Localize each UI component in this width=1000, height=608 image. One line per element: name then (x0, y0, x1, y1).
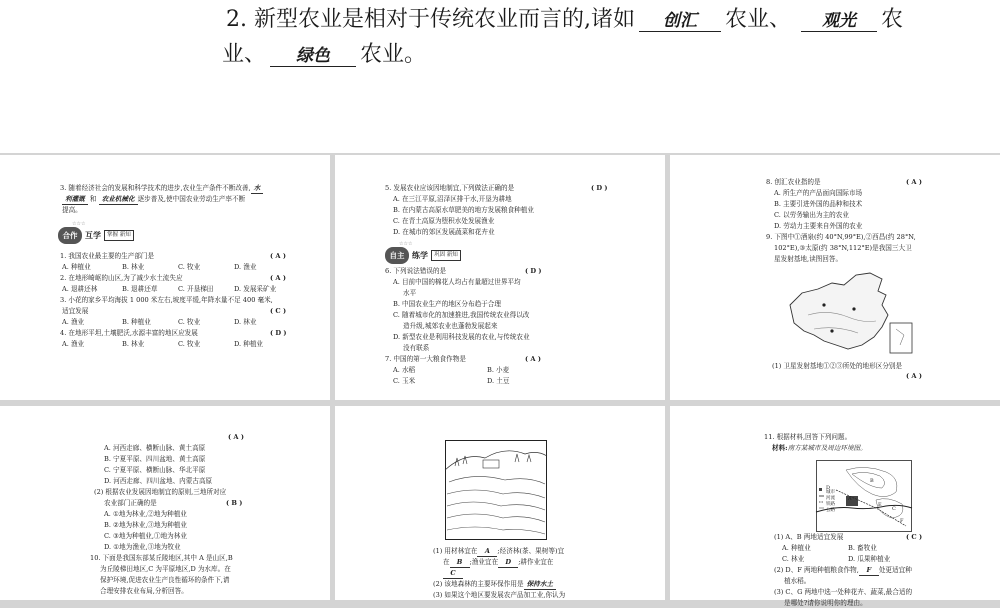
blank-answer-1: 创汇 (639, 6, 721, 32)
q4-answer: ( D ) (270, 329, 287, 337)
q3-text: 3. 随着经济社会的发展和科学技术的进步,农业生产条件不断改善, (60, 184, 251, 192)
q6-option-c: C. 随着城市化的加速推进,我国传统农业得以改 (393, 311, 530, 319)
q11-material (772, 443, 867, 453)
q9-text-1: 9. 下图中①酒泉(约 40°N,99°E),②西昌(约 28°N, (766, 233, 916, 241)
q9-sub1-text: (1) 卫星发射基地①②③所处的地形区分别是 (772, 362, 903, 370)
q2-answer: ( A ) (270, 274, 286, 282)
map-label-b: B (870, 478, 874, 484)
map-label-e: E (878, 502, 882, 508)
q3-text-b: 逐步普及,使中国农业劳动生产率不断 (137, 195, 246, 203)
q10-sub3-text: (3) 如果这个地区要发展农产品加工业,你认为 (433, 591, 566, 599)
q7-option-a: A. 水稻 (393, 366, 416, 374)
question-2-text-b: 农业、 (724, 7, 791, 32)
q7-option-c: C. 玉米 (393, 377, 416, 385)
q11-material-text: 南方某城市及周边环境图。 (787, 444, 867, 452)
q10-sub1-line-1 (433, 546, 564, 557)
q3b-text-2: 适宜发展 (62, 307, 89, 315)
q1-text: 1. 我国农业最主要的生产部门是 (60, 252, 155, 260)
q4-option-a: A. 渔业 (62, 340, 85, 348)
workbook-page-4 (0, 406, 330, 600)
q11-sub2-text-c: 植水稻。 (784, 577, 811, 585)
q9-sub2-option-a: A. ①地为林业,②地为种植业 (104, 510, 187, 518)
q3-answer-part-2: 利灌溉 (62, 194, 88, 205)
badge-circle: 合作 (58, 227, 82, 244)
q9-text-2: 102°E),③太原(约 38°N,112°E)是我国三大卫 (774, 244, 912, 252)
question-2-line-2 (222, 37, 426, 68)
q8-option-d: D. 劳动力主要来自外国的农业 (774, 222, 863, 230)
question-2-text-c: 农 (881, 7, 904, 32)
q11-sub2-line (774, 565, 912, 576)
q11-text: 11. 根据材料,回答下列问题。 (764, 433, 852, 441)
q5-option-a: A. 在三江平原,沼泽区排干水,开垦为耕地 (393, 195, 512, 203)
q9-sub2-option-b: B. ②地为林业,③地为种植业 (104, 521, 187, 529)
q7-option-b: B. 小麦 (487, 366, 510, 374)
q4-option-c: C. 牧业 (178, 340, 201, 348)
q3b-text: 3. 小花的家乡平均海拔 1 000 米左右,坡度平缓,年降水量不足 400 毫米, (60, 296, 273, 304)
q9-sub1-option-c: C. 宁夏平原、横断山脉、华北平原 (104, 466, 206, 474)
q5-option-b: B. 在内蒙古高原水草肥美的地方发展粮食种植业 (393, 206, 534, 214)
q11-sub1-option-d: D. 瓜果种植业 (848, 555, 891, 563)
badge-circle: 自主 (385, 247, 409, 264)
blank-answer-3: 绿色 (270, 41, 356, 67)
q10-sub2-blank: 保持水土 (524, 579, 556, 590)
question-2-text-d: 业、 (222, 42, 267, 67)
q6-option-a-cont: 水平 (403, 289, 417, 297)
q8-option-b: B. 主要引进外国的品种和技术 (774, 200, 863, 208)
badge-title: 互学 (85, 230, 101, 241)
q9-sub1-option-d: D. 河西走廊、四川盆地、内蒙古高原 (104, 477, 213, 485)
q3-and: 和 (89, 195, 97, 203)
q3-answer-part-3: 农业机械化 (99, 194, 138, 205)
badge-stars: ☆☆☆ (399, 241, 413, 247)
q10-sub1-line-2 (443, 557, 553, 568)
q10-sub1-line-3 (443, 568, 463, 579)
workbook-page-1 (0, 155, 330, 400)
q10-sub1-blank-c: D (498, 557, 518, 568)
q3-answer-part-1: 水 (251, 183, 264, 194)
q11-sub2-text-b: 处更适宜种 (878, 566, 912, 574)
q8-option-c: C. 以劳务输出为主的农业 (774, 211, 849, 219)
q5-option-d: D. 在城市的郊区发展蔬菜和花卉业 (393, 228, 495, 236)
q11-material-label: 材料: (772, 444, 788, 452)
q4-option-d: D. 种植业 (234, 340, 264, 348)
q7-option-d: D. 土豆 (487, 377, 510, 385)
q11-sub1-text: (1) A、B 两地适宜发展 (774, 533, 844, 541)
q10-sub1-text-d: ;渔业宜在 (469, 558, 499, 566)
q10-sub1-text-c: 在 (443, 558, 450, 566)
question-2-line-1 (226, 2, 903, 33)
q9-sub1-answer-cont: ( A ) (228, 433, 244, 441)
q3b-option-a: A. 渔业 (62, 318, 85, 326)
q2-text: 2. 在地形崎岖的山区,为了减少水土流失应 (60, 274, 183, 282)
q10-text-3: 保护环境,促进农业生产良性循环的条件下,请 (100, 576, 230, 584)
q10-text-4: 合理安排农业布局,分析回答。 (100, 587, 188, 595)
badge-title: 练学 (412, 250, 428, 261)
workbook-page-2 (335, 155, 665, 400)
q5-text: 5. 发展农业应该因地制宜,下列做法正确的是 (385, 184, 515, 192)
top-section (0, 0, 1000, 153)
q3b-answer: ( C ) (270, 307, 287, 315)
q10-text-2: 为丘陵梯田地区,C 为平原地区,D 为水库。在 (100, 565, 231, 573)
q3b-option-b: B. 种植业 (122, 318, 151, 326)
q10-sub2-line (433, 579, 556, 590)
q3-line-1 (60, 183, 263, 194)
question-2-text-e: 农业。 (360, 42, 427, 67)
map-label-d: D (826, 485, 831, 491)
q11-sub1-answer: ( C ) (906, 533, 923, 541)
q8-text: 8. 创汇农业指的是 (766, 178, 821, 186)
q9-sub2-option-c: C. ③地为种植业,①地为林业 (104, 532, 187, 540)
q9-sub2-text-1: (2) 根据农业发展因地制宜的原则,三地所对应 (94, 488, 227, 496)
q2-option-c: C. 开垦梯田 (178, 285, 214, 293)
q9-sub2-text-2: 农业部门正确的是 (104, 499, 157, 507)
q1-option-b: B. 林业 (122, 263, 145, 271)
q11-sub1-option-b: B. 畜牧业 (848, 544, 877, 552)
q9-sub1-answer: ( A ) (906, 372, 922, 380)
q9-sub2-answer: ( B ) (226, 499, 243, 507)
q6-text: 6. 下列说法错误的是 (385, 267, 447, 275)
q1-option-c: C. 牧业 (178, 263, 201, 271)
legend-river: 河流 (826, 496, 835, 501)
q10-sub1-text-b: ;经济林(茶、果树等)宜 (497, 547, 565, 555)
q10-sub1-blank-b: B (450, 557, 470, 568)
q3-line-2 (62, 194, 245, 205)
q3b-option-d: D. 林业 (234, 318, 257, 326)
q11-sub1-option-a: A. 种植业 (782, 544, 811, 552)
workbook-page-3 (670, 155, 1000, 400)
q6-option-a: A. 目前中国的棉花人均占有量超过世界平均 (393, 278, 521, 286)
question-2-text-a: 2. 新型农业是相对于传统农业而言的,诸如 (226, 7, 635, 32)
q4-option-b: B. 林业 (122, 340, 145, 348)
q4-text: 4. 在地形平坦,土壤肥沃,水源丰富的地区应发展 (60, 329, 198, 337)
q6-option-d: D. 新型农业是利用科技发展的农业,与传统农业 (393, 333, 530, 341)
q10-sub2-text: (2) 该地森林的主要环保作用是 (433, 580, 524, 588)
q10-sub1-text-e: ;耕作业宜在 (518, 558, 554, 566)
q7-answer: ( A ) (525, 355, 541, 363)
q10-sub1-blank-d: C (443, 568, 463, 579)
legend-railway: 铁路 (826, 502, 835, 507)
q9-text-3: 星发射基地,读图回答。 (774, 255, 843, 263)
q11-sub3-text-a: (3) C、G 两地中选一处种花卉、蔬菜,最合适的 (774, 588, 913, 596)
q2-option-b: B. 退耕还草 (122, 285, 158, 293)
q2-option-d: D. 发展采矿业 (234, 285, 277, 293)
workbook-page-6 (670, 406, 1000, 607)
q3b-option-c: C. 牧业 (178, 318, 201, 326)
q11-sub2-text-a: (2) D、F 两地种植粮食作物, (774, 566, 859, 574)
terraced-landscape-image (445, 440, 547, 540)
map-legend (826, 490, 835, 514)
q11-sub3-text-b: 是哪处?请你说明你的理由。 (784, 599, 867, 607)
q6-option-d-cont: 没有联系 (403, 344, 430, 352)
q11-sub2-blank: F (859, 565, 879, 576)
q6-option-b: B. 中国农业生产的地区分布趋于合理 (393, 300, 501, 308)
legend-city: 城市 (826, 490, 835, 495)
q1-option-d: D. 渔业 (234, 263, 257, 271)
badge-subtitle: 巩固 新知 (431, 250, 461, 261)
legend-road: 公路 (826, 508, 835, 513)
q7-text: 7. 中国的第一大粮食作物是 (385, 355, 466, 363)
china-map-image (778, 265, 918, 360)
q1-option-a: A. 种植业 (62, 263, 91, 271)
blank-answer-2: 观光 (801, 6, 877, 32)
q9-sub1-option-b: B. 宁夏平原、四川盆地、黄土高原 (104, 455, 206, 463)
map-label-a: A (848, 496, 852, 502)
q10-sub1-blank-a: A (477, 546, 497, 557)
map-label-f: F (900, 518, 904, 524)
q2-option-a: A. 退耕还林 (62, 285, 98, 293)
badge-subtitle: 掌握 新知 (104, 230, 134, 241)
q3-text-c: 提高。 (62, 206, 82, 214)
q5-option-c: C. 在青土高原为堕积水处发展渔业 (393, 217, 495, 225)
q6-option-c-cont: 造升级,城郊农业也蓬勃发展起来 (403, 322, 498, 330)
q9-sub1-option-a: A. 河西走廊、横断山脉、黄土高原 (104, 444, 206, 452)
q6-answer: ( D ) (525, 267, 542, 275)
q10-text-1: 10. 下面是我国东部某丘陵地区,其中 A 是山区,B (90, 554, 233, 562)
q1-answer: ( A ) (270, 252, 286, 260)
badge-stars: ☆☆☆ (72, 221, 86, 227)
q10-sub1-text-a: (1) 用材林宜在 (433, 547, 478, 555)
q8-answer: ( A ) (906, 178, 922, 186)
q11-sub1-option-c: C. 林业 (782, 555, 805, 563)
workbook-page-5 (335, 406, 665, 600)
q8-option-a: A. 所生产的产品面向国际市场 (774, 189, 863, 197)
section-badge-cooperate (58, 221, 134, 244)
q9-sub2-option-d: D. ①地为渔业,③地为牧业 (104, 543, 181, 551)
q5-answer: ( D ) (591, 184, 608, 192)
section-badge-self-practice (385, 241, 461, 264)
map-label-c: C (892, 506, 896, 512)
